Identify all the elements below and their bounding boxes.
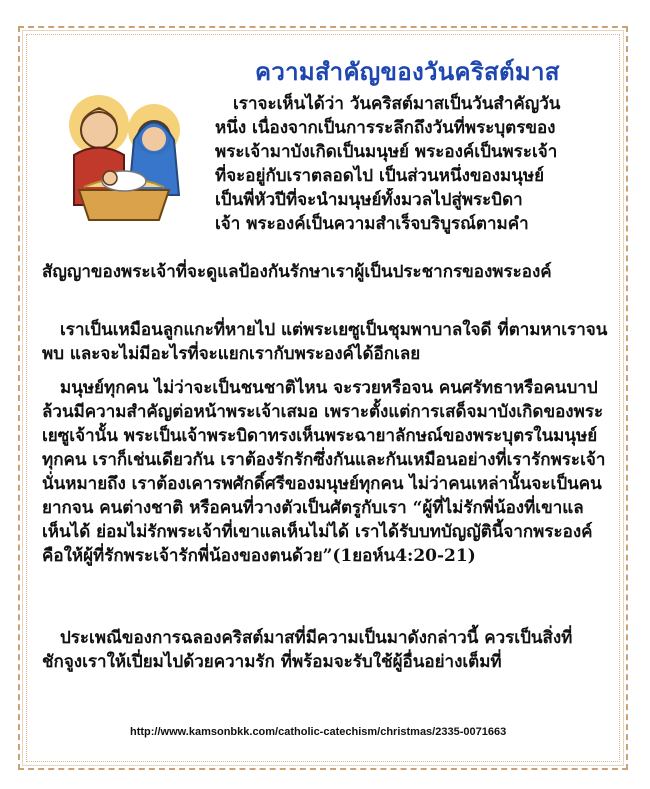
intro-line: หนึ่ง เนื่องจากเป็นการระลึกถึงวันที่พระบุตรของ [215,118,556,138]
intro-line: เจ้า พระองค์เป็นความสำเร็จบริบูรณ์ตามคำ [215,214,529,234]
intro-line: ที่จะอยู่กับเราตลอดไป เป็นส่วนหนึ่งของมนุษย์ [215,166,545,186]
source-url: http://www.kamsonbkk.com/catholic-catechism/christmas/2335-0071663 [130,726,507,738]
page-title: ความสำคัญของวันคริสต์มาส [255,57,560,86]
intro-line: เป็นพี่หัวปีที่จะนำมนุษย์ทั้งมวลไปสู่พระบิดา [215,190,523,210]
paragraph-lost-sheep: เราเป็นเหมือนลูกแกะที่หายไป แต่พระเยซูเป็นชุมพาบาลใจดี ที่ตามหาเราจนพบ และจะไม่มีอะไรที่จะแยกเรากับพระองค์ได้อีกเลย [42,320,608,364]
paragraph-tradition: ประเพณีของการฉลองคริสต์มาสที่มีความเป็นมาดังกล่าวนี้ ควรเป็นสิ่งที่ชักจูงเราให้เปี่ยมไปด้วยความรัก ที่พร้อมจะรับใช้ผู้อื่นอย่างเต็มที่ [42,628,573,672]
intro-line: เราจะเห็นได้ว่า วันคริสต์มาสเป็นวันสำคัญวัน [233,94,561,114]
intro-continued: สัญญาของพระเจ้าที่จะดูแลป้องกันรักษาเราผู้เป็นประชากรของพระองค์ [42,262,552,282]
intro-line: พระเจ้ามาบังเกิดเป็นมนุษย์ พระองค์เป็นพระเจ้า [215,142,558,162]
paragraph-every-human: มนุษย์ทุกคน ไม่ว่าจะเป็นชนชาติไหน จะรวยหรือจน คนศรัทธาหรือคนบาป ล้วนมีความสำคัญต่อหน้าพระเจ้าเสมอ เพราะตั้งแต่การเสด็จมาบังเกิดของพระเยซูเจ้านั้น พระเป็นเจ้าพระบิดาทรงเห็นพระฉายาลักษณ์ของพระบุตรในมนุษย์ทุกคน เราก็เช่นเดียวกัน เราต้องรักรักซึ่งกันและกันเหมือนอย่างที่เรารักพระเจ้า นั่นหมายถึง เราต้องเคารพศักดิ์ศรีของมนุษย์ทุกคน ไม่ว่าคนเหล่านั้นจะเป็นคนยากจน คนต่างชาติ หรือคนที่วางตัวเป็นศัตรูกับเรา “ผู้ที่ไม่รักพี่น้องที่เขาแลเห็นได้ ย่อมไม่รักพระเจ้าที่เขาแลเห็นไม่ได้ เราได้รับบทบัญญัตินี้จากพระองค์ คือให้ผู้ที่รักพระเจ้ารักพี่น้องของตนด้วย”(1ยอห์น4:20-21) [42,378,606,566]
intro-paragraph [215,92,610,236]
nativity-illustration [44,85,194,235]
